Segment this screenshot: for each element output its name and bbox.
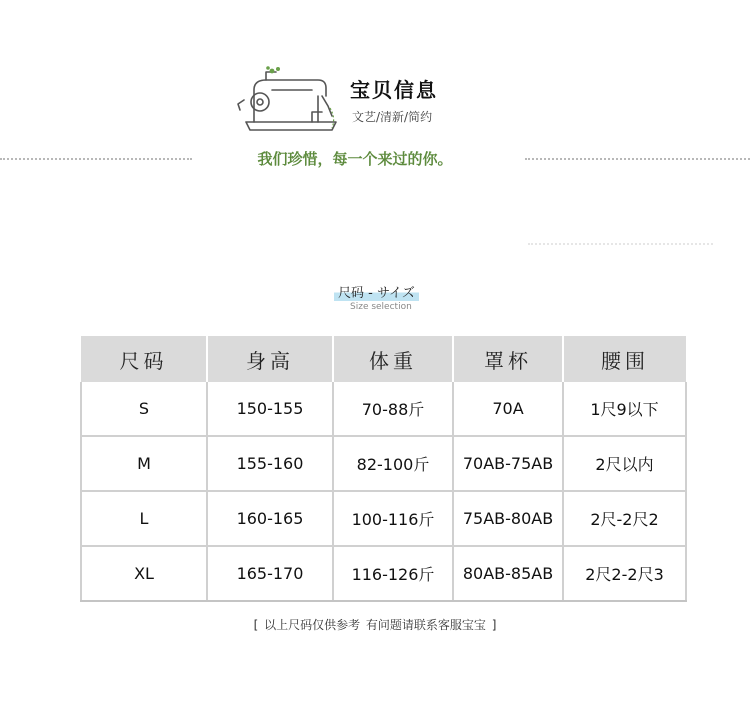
faint-dotted-divider xyxy=(528,243,713,245)
sewing-machine-icon xyxy=(232,62,342,140)
table-cell: 116-126斤 xyxy=(333,546,453,601)
page-subtitle: 文艺/清新/简约 xyxy=(352,110,433,124)
table-cell: S xyxy=(81,382,207,436)
size-table xyxy=(80,336,687,602)
slogan: 我们珍惜，每一个来过的你。 xyxy=(257,150,453,168)
table-cell: 165-170 xyxy=(207,546,333,601)
table-row xyxy=(81,491,686,546)
table-cell: 82-100斤 xyxy=(333,436,453,491)
dotted-divider-right xyxy=(525,158,750,160)
size-section-subtitle: Size selection xyxy=(350,302,412,312)
table-cell: 2尺2-2尺3 xyxy=(563,546,686,601)
dotted-divider-left xyxy=(0,158,192,160)
table-row xyxy=(81,382,686,436)
table-cell: 75AB-80AB xyxy=(453,491,563,546)
table-cell: M xyxy=(81,436,207,491)
table-cell: XL xyxy=(81,546,207,601)
table-cell: 100-116斤 xyxy=(333,491,453,546)
size-table-header-row xyxy=(81,336,686,382)
table-cell: 1尺9以下 xyxy=(563,382,686,436)
table-row xyxy=(81,546,686,601)
table-cell: L xyxy=(81,491,207,546)
size-disclaimer: [ 以上尺码仅供参考 有问题请联系客服宝宝 ] xyxy=(253,618,497,632)
table-cell: 2尺以内 xyxy=(563,436,686,491)
product-info-header xyxy=(0,0,750,200)
column-header: 罩杯 xyxy=(453,336,563,382)
column-header: 腰围 xyxy=(563,336,686,382)
size-section-title: 尺码 - サイズ xyxy=(334,282,419,301)
table-cell: 155-160 xyxy=(207,436,333,491)
table-cell: 80AB-85AB xyxy=(453,546,563,601)
table-cell: 2尺-2尺2 xyxy=(563,491,686,546)
table-cell: 70A xyxy=(453,382,563,436)
table-row xyxy=(81,436,686,491)
column-header: 尺码 xyxy=(81,336,207,382)
table-cell: 70AB-75AB xyxy=(453,436,563,491)
table-cell: 150-155 xyxy=(207,382,333,436)
table-cell: 160-165 xyxy=(207,491,333,546)
column-header: 体重 xyxy=(333,336,453,382)
table-cell: 70-88斤 xyxy=(333,382,453,436)
column-header: 身高 xyxy=(207,336,333,382)
page-title: 宝贝信息 xyxy=(350,78,438,102)
